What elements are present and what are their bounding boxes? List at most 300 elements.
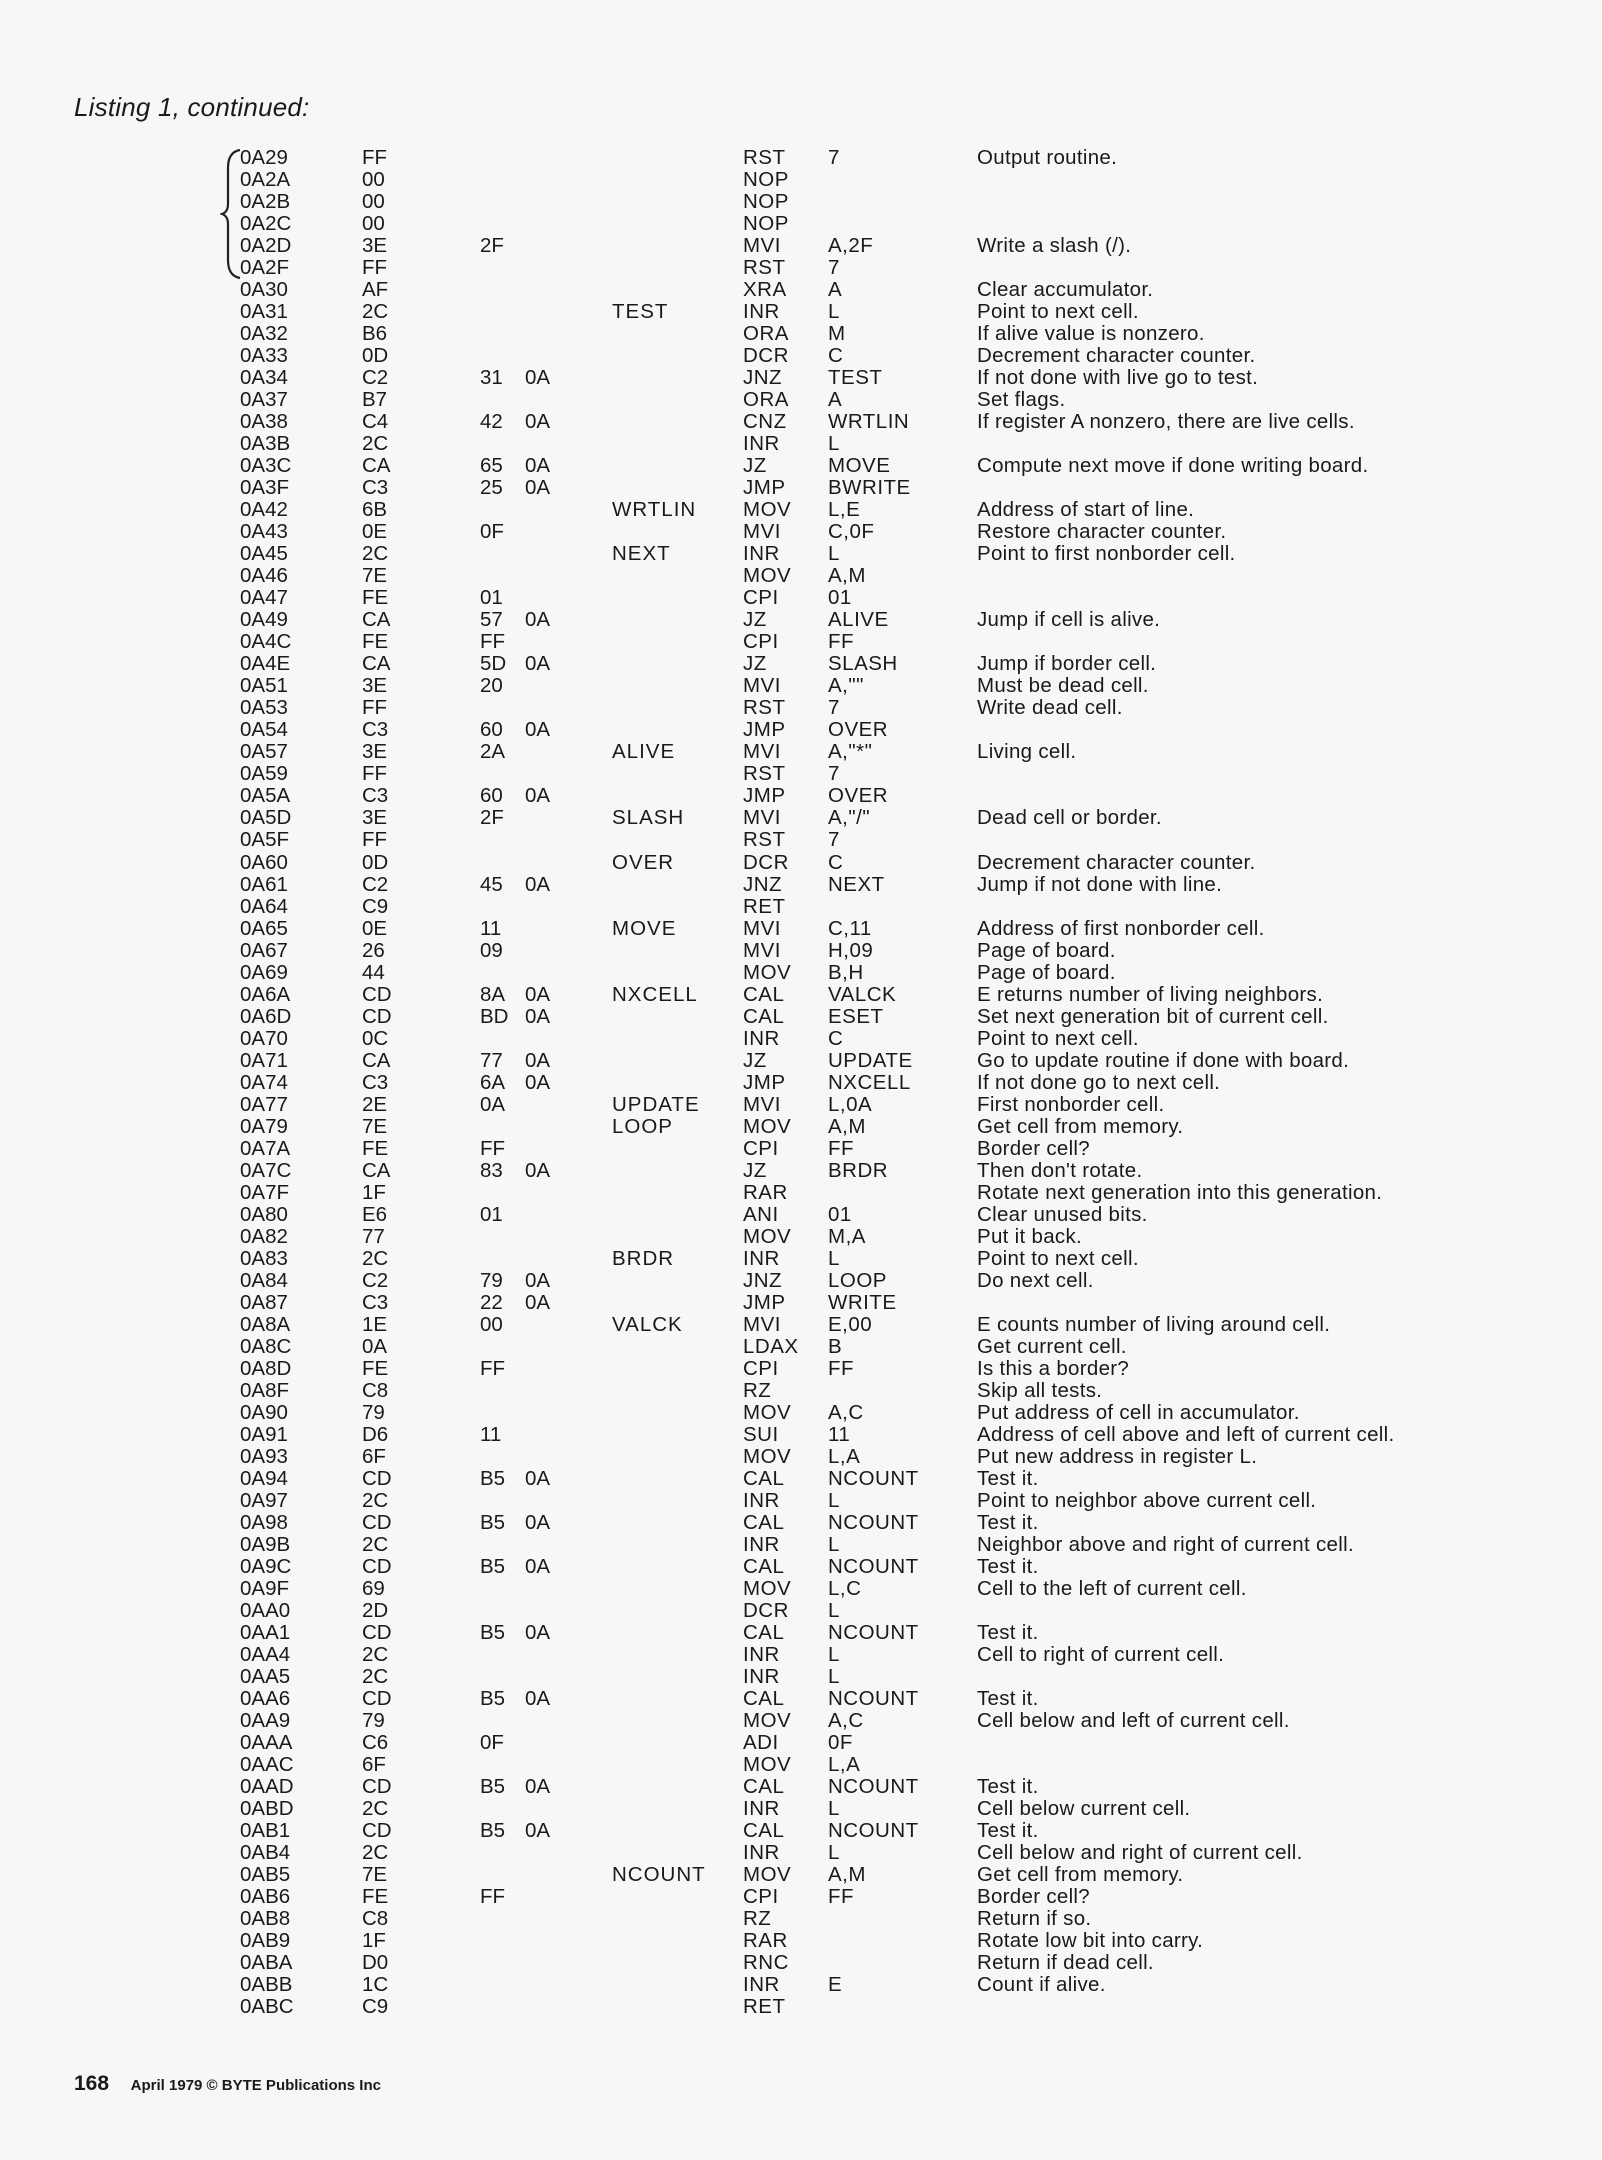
- label-cell: VALCK: [612, 1312, 683, 1336]
- listing-row: [0, 389, 1602, 411]
- comment-cell: Page of board.: [977, 960, 1116, 984]
- label-cell: ALIVE: [612, 740, 676, 764]
- operand-cell: BWRITE: [828, 476, 911, 500]
- opcode-cell: C3: [362, 718, 389, 742]
- address-cell: 0A2A: [240, 168, 291, 192]
- comment-cell: Put it back.: [977, 1224, 1083, 1248]
- address-cell: 0A5D: [240, 806, 292, 830]
- mnemonic-cell: XRA: [743, 278, 787, 302]
- listing-row: [0, 962, 1602, 984]
- address-cell: 0A64: [240, 894, 288, 918]
- mnemonic-cell: CAL: [743, 1819, 785, 1843]
- byte1-cell: 2A: [480, 740, 506, 764]
- operand-cell: B: [828, 1334, 843, 1358]
- comment-cell: Jump if border cell.: [977, 652, 1157, 676]
- byte1-cell: FF: [480, 1356, 506, 1380]
- opcode-cell: B7: [362, 388, 388, 412]
- mnemonic-cell: INR: [743, 1665, 780, 1689]
- opcode-cell: CA: [362, 454, 391, 478]
- opcode-cell: FE: [362, 1136, 389, 1160]
- byte1-cell: 6A: [480, 1070, 506, 1094]
- comment-cell: Address of first nonborder cell.: [977, 916, 1265, 940]
- comment-cell: Set flags.: [977, 388, 1066, 412]
- address-cell: 0AB9: [240, 1929, 291, 1953]
- byte1-cell: FF: [480, 1885, 506, 1909]
- address-cell: 0A5F: [240, 828, 289, 852]
- operand-cell: A,C: [828, 1400, 864, 1424]
- opcode-cell: CD: [362, 1775, 392, 1799]
- opcode-cell: CA: [362, 652, 391, 676]
- address-cell: 0AA4: [240, 1643, 291, 1667]
- address-cell: 0A60: [240, 850, 288, 874]
- mnemonic-cell: MVI: [743, 806, 781, 830]
- operand-cell: C,0F: [828, 520, 875, 544]
- comment-cell: Clear unused bits.: [977, 1202, 1148, 1226]
- mnemonic-cell: MOV: [743, 1577, 792, 1601]
- opcode-cell: CD: [362, 1466, 392, 1490]
- opcode-cell: CA: [362, 1048, 391, 1072]
- address-cell: 0A46: [240, 564, 288, 588]
- mnemonic-cell: ADI: [743, 1731, 779, 1755]
- comment-cell: Rotate low bit into carry.: [977, 1929, 1204, 1953]
- address-cell: 0A69: [240, 960, 288, 984]
- listing-heading: Listing 1, continued:: [74, 92, 310, 122]
- opcode-cell: 77: [362, 1224, 385, 1248]
- address-cell: 0A34: [240, 366, 288, 390]
- mnemonic-cell: CAL: [743, 1004, 785, 1028]
- operand-cell: E,00: [828, 1312, 873, 1336]
- publication-credit: April 1979 © BYTE Publications Inc: [130, 2077, 381, 2094]
- mnemonic-cell: RST: [743, 696, 786, 720]
- mnemonic-cell: MOV: [743, 960, 792, 984]
- address-cell: 0AAA: [240, 1731, 293, 1755]
- listing-row: [0, 543, 1602, 565]
- byte1-cell: 0F: [480, 520, 504, 544]
- listing-row: [0, 455, 1602, 477]
- address-cell: 0A37: [240, 388, 288, 412]
- byte1-cell: 01: [480, 1202, 503, 1226]
- opcode-cell: FF: [362, 256, 388, 280]
- opcode-cell: FE: [362, 630, 389, 654]
- mnemonic-cell: MVI: [743, 938, 781, 962]
- opcode-cell: 79: [362, 1709, 385, 1733]
- assembly-listing: [0, 147, 1602, 2018]
- byte2-cell: 0A: [525, 1268, 551, 1292]
- address-cell: 0A43: [240, 520, 288, 544]
- mnemonic-cell: JZ: [743, 1048, 767, 1072]
- mnemonic-cell: JNZ: [743, 872, 783, 896]
- opcode-cell: C3: [362, 476, 389, 500]
- comment-cell: Border cell?: [977, 1136, 1090, 1160]
- byte2-cell: 0A: [525, 1004, 551, 1028]
- address-cell: 0A98: [240, 1510, 288, 1534]
- address-cell: 0A9C: [240, 1555, 292, 1578]
- mnemonic-cell: CNZ: [743, 410, 787, 434]
- mnemonic-cell: CAL: [743, 1687, 785, 1711]
- listing-row: [0, 1996, 1602, 2018]
- address-cell: 0A79: [240, 1114, 288, 1138]
- byte1-cell: 0F: [480, 1731, 504, 1755]
- opcode-cell: C8: [362, 1907, 389, 1931]
- operand-cell: C: [828, 850, 844, 874]
- comment-cell: Count if alive.: [977, 1973, 1106, 1997]
- opcode-cell: B6: [362, 322, 388, 346]
- operand-cell: NCOUNT: [828, 1555, 919, 1578]
- byte1-cell: 11: [480, 916, 502, 940]
- mnemonic-cell: DCR: [743, 1599, 789, 1623]
- mnemonic-cell: JZ: [743, 1158, 767, 1182]
- listing-row: [0, 279, 1602, 301]
- mnemonic-cell: RZ: [743, 1907, 772, 1931]
- address-cell: 0A2C: [240, 212, 292, 236]
- byte1-cell: 79: [480, 1268, 503, 1292]
- listing-row: [0, 1094, 1602, 1116]
- byte1-cell: 83: [480, 1158, 503, 1182]
- mnemonic-cell: CAL: [743, 982, 785, 1006]
- byte1-cell: 09: [480, 938, 503, 962]
- comment-cell: Point to neighbor above current cell.: [977, 1488, 1317, 1512]
- mnemonic-cell: RST: [743, 256, 786, 280]
- opcode-cell: 2C: [362, 1488, 389, 1512]
- opcode-cell: 2C: [362, 542, 389, 566]
- comment-cell: Jump if cell is alive.: [977, 608, 1161, 632]
- operand-cell: L: [828, 1532, 840, 1556]
- opcode-cell: CD: [362, 982, 392, 1006]
- address-cell: 0A45: [240, 542, 288, 566]
- operand-cell: C: [828, 1026, 844, 1050]
- mnemonic-cell: RAR: [743, 1180, 788, 1204]
- mnemonic-cell: INR: [743, 1643, 780, 1667]
- mnemonic-cell: RST: [743, 146, 786, 169]
- comment-cell: Do next cell.: [977, 1268, 1094, 1292]
- listing-row: [0, 1050, 1602, 1072]
- comment-cell: Get current cell.: [977, 1334, 1127, 1358]
- address-cell: 0AAD: [240, 1775, 294, 1799]
- mnemonic-cell: JMP: [743, 1290, 786, 1314]
- opcode-cell: 7E: [362, 1863, 388, 1887]
- listing-row: [0, 1424, 1602, 1446]
- address-cell: 0AA5: [240, 1665, 291, 1689]
- listing-row: [0, 1226, 1602, 1248]
- operand-cell: B,H: [828, 960, 864, 984]
- comment-cell: Point to next cell.: [977, 1246, 1139, 1270]
- label-cell: TEST: [612, 300, 669, 324]
- comment-cell: Living cell.: [977, 740, 1077, 764]
- address-cell: 0AA9: [240, 1709, 291, 1733]
- operand-cell: NCOUNT: [828, 1775, 919, 1799]
- comment-cell: Test it.: [977, 1775, 1039, 1799]
- operand-cell: 7: [828, 828, 840, 852]
- mnemonic-cell: SUI: [743, 1422, 779, 1446]
- byte1-cell: 25: [480, 476, 503, 500]
- listing-row: [0, 213, 1602, 235]
- mnemonic-cell: CAL: [743, 1466, 785, 1490]
- mnemonic-cell: MVI: [743, 740, 781, 764]
- operand-cell: FF: [828, 1136, 855, 1160]
- comment-cell: Set next generation bit of current cell.: [977, 1004, 1329, 1028]
- address-cell: 0A90: [240, 1400, 288, 1424]
- listing-row: [0, 1160, 1602, 1182]
- comment-cell: Neighbor above and right of current cell.: [977, 1532, 1354, 1556]
- byte1-cell: 22: [480, 1290, 503, 1314]
- address-cell: 0ABD: [240, 1797, 294, 1821]
- opcode-cell: 0A: [362, 1334, 388, 1358]
- byte2-cell: 0A: [525, 784, 551, 808]
- opcode-cell: 7E: [362, 564, 388, 588]
- byte1-cell: B5: [480, 1687, 506, 1711]
- operand-cell: NXCELL: [828, 1070, 911, 1094]
- opcode-cell: 2C: [362, 1643, 389, 1667]
- operand-cell: L: [828, 1488, 840, 1512]
- listing-row: [0, 191, 1602, 213]
- mnemonic-cell: CAL: [743, 1555, 785, 1578]
- operand-cell: A,M: [828, 564, 866, 588]
- mnemonic-cell: MVI: [743, 520, 781, 544]
- address-cell: 0A8A: [240, 1312, 291, 1336]
- listing-row: [0, 1732, 1602, 1754]
- comment-cell: First nonborder cell.: [977, 1092, 1165, 1116]
- address-cell: 0A6D: [240, 1004, 292, 1028]
- address-cell: 0A57: [240, 740, 288, 764]
- byte1-cell: 60: [480, 718, 503, 742]
- opcode-cell: 3E: [362, 806, 388, 830]
- listing-row: [0, 1798, 1602, 1820]
- mnemonic-cell: CAL: [743, 1775, 785, 1799]
- mnemonic-cell: CAL: [743, 1621, 785, 1645]
- opcode-cell: 2D: [362, 1599, 389, 1623]
- address-cell: 0A59: [240, 762, 288, 786]
- operand-cell: L: [828, 1665, 840, 1689]
- comment-cell: E counts number of living around cell.: [977, 1312, 1331, 1336]
- address-cell: 0A74: [240, 1070, 288, 1094]
- listing-row: [0, 1842, 1602, 1864]
- label-cell: UPDATE: [612, 1092, 700, 1116]
- byte2-cell: 0A: [525, 718, 551, 742]
- listing-row: [0, 1930, 1602, 1952]
- listing-row: [0, 1534, 1602, 1556]
- opcode-cell: CD: [362, 1621, 392, 1645]
- opcode-cell: C3: [362, 1070, 389, 1094]
- address-cell: 0A51: [240, 674, 288, 698]
- label-cell: WRTLIN: [612, 498, 697, 522]
- opcode-cell: C9: [362, 1995, 389, 2019]
- mnemonic-cell: MOV: [743, 498, 792, 522]
- opcode-cell: CD: [362, 1510, 392, 1534]
- mnemonic-cell: LDAX: [743, 1334, 799, 1358]
- address-cell: 0A7C: [240, 1158, 292, 1182]
- mnemonic-cell: INR: [743, 300, 780, 324]
- operand-cell: WRITE: [828, 1290, 897, 1314]
- comment-cell: Point to first nonborder cell.: [977, 542, 1236, 566]
- byte2-cell: 0A: [525, 1819, 551, 1843]
- mnemonic-cell: ORA: [743, 388, 789, 412]
- opcode-cell: 2C: [362, 1841, 389, 1865]
- operand-cell: BRDR: [828, 1158, 889, 1182]
- mnemonic-cell: RAR: [743, 1929, 788, 1953]
- mnemonic-cell: JMP: [743, 784, 786, 808]
- operand-cell: A,2F: [828, 234, 874, 258]
- comment-cell: Then don't rotate.: [977, 1158, 1143, 1182]
- comment-cell: Cell below and right of current cell.: [977, 1841, 1303, 1865]
- byte1-cell: 5D: [480, 652, 507, 676]
- listing-row: [0, 763, 1602, 785]
- opcode-cell: 0E: [362, 916, 388, 940]
- byte1-cell: 8A: [480, 982, 506, 1006]
- mnemonic-cell: INR: [743, 432, 780, 456]
- label-cell: SLASH: [612, 806, 685, 830]
- opcode-cell: FF: [362, 828, 388, 852]
- address-cell: 0A3B: [240, 432, 291, 456]
- listing-row: [0, 984, 1602, 1006]
- address-cell: 0A2F: [240, 256, 289, 280]
- operand-cell: TEST: [828, 366, 883, 390]
- opcode-cell: 2C: [362, 1532, 389, 1556]
- listing-row: [0, 918, 1602, 940]
- listing-row: [0, 1974, 1602, 1996]
- listing-row: [0, 565, 1602, 587]
- comment-cell: Return if dead cell.: [977, 1951, 1154, 1975]
- operand-cell: SLASH: [828, 652, 898, 676]
- opcode-cell: 0E: [362, 520, 388, 544]
- listing-row: [0, 1292, 1602, 1314]
- comment-cell: Dead cell or border.: [977, 806, 1162, 830]
- address-cell: 0ABC: [240, 1995, 294, 2019]
- address-cell: 0A67: [240, 938, 288, 962]
- comment-cell: Write a slash (/).: [977, 234, 1132, 258]
- operand-cell: MOVE: [828, 454, 891, 478]
- operand-cell: NCOUNT: [828, 1510, 919, 1534]
- comment-cell: Decrement character counter.: [977, 344, 1256, 368]
- listing-row: [0, 1688, 1602, 1710]
- byte1-cell: 20: [480, 674, 503, 698]
- mnemonic-cell: INR: [743, 1488, 780, 1512]
- operand-cell: 01: [828, 1202, 852, 1226]
- mnemonic-cell: RNC: [743, 1951, 789, 1975]
- label-cell: BRDR: [612, 1246, 675, 1270]
- operand-cell: 01: [828, 586, 852, 610]
- mnemonic-cell: MOV: [743, 1114, 792, 1138]
- operand-cell: LOOP: [828, 1268, 887, 1292]
- opcode-cell: D0: [362, 1951, 389, 1975]
- byte1-cell: BD: [480, 1004, 509, 1028]
- label-cell: LOOP: [612, 1114, 673, 1138]
- comment-cell: If not done with live go to test.: [977, 366, 1259, 390]
- mnemonic-cell: ORA: [743, 322, 789, 346]
- listing-row: [0, 1512, 1602, 1534]
- mnemonic-cell: NOP: [743, 168, 789, 192]
- operand-cell: ALIVE: [828, 608, 889, 632]
- address-cell: 0A4C: [240, 630, 292, 654]
- listing-row: [0, 345, 1602, 367]
- mnemonic-cell: INR: [743, 1973, 780, 1997]
- address-cell: 0A31: [240, 300, 288, 324]
- opcode-cell: 6B: [362, 498, 388, 522]
- operand-cell: L: [828, 1797, 840, 1821]
- mnemonic-cell: MOV: [743, 1400, 792, 1424]
- comment-cell: If not done go to next cell.: [977, 1070, 1221, 1094]
- comment-cell: Is this a border?: [977, 1356, 1130, 1380]
- opcode-cell: C3: [362, 784, 389, 808]
- listing-row: [0, 653, 1602, 675]
- opcode-cell: 1C: [362, 1973, 389, 1997]
- label-cell: OVER: [612, 850, 675, 874]
- byte1-cell: 01: [480, 586, 503, 610]
- byte1-cell: 00: [480, 1312, 503, 1336]
- operand-cell: A,M: [828, 1114, 866, 1138]
- byte1-cell: B5: [480, 1510, 506, 1534]
- address-cell: 0A7A: [240, 1136, 291, 1160]
- comment-cell: Cell to the left of current cell.: [977, 1577, 1247, 1601]
- operand-cell: L: [828, 1599, 840, 1623]
- byte1-cell: FF: [480, 630, 506, 654]
- listing-row: [0, 1600, 1602, 1622]
- comment-cell: Test it.: [977, 1621, 1039, 1645]
- byte2-cell: 0A: [525, 1687, 551, 1711]
- mnemonic-cell: MOV: [743, 1709, 792, 1733]
- address-cell: 0A71: [240, 1048, 288, 1072]
- mnemonic-cell: MVI: [743, 234, 781, 258]
- listing-row: [0, 896, 1602, 918]
- listing-row: [0, 1402, 1602, 1424]
- operand-cell: FF: [828, 1356, 855, 1380]
- comment-cell: Get cell from memory.: [977, 1114, 1184, 1138]
- comment-cell: Border cell?: [977, 1885, 1090, 1909]
- opcode-cell: 2C: [362, 1246, 389, 1270]
- comment-cell: Put new address in register L.: [977, 1444, 1258, 1468]
- mnemonic-cell: CAL: [743, 1510, 785, 1534]
- mnemonic-cell: NOP: [743, 212, 789, 236]
- opcode-cell: 2C: [362, 300, 389, 324]
- comment-cell: Point to next cell.: [977, 300, 1139, 324]
- operand-cell: C: [828, 344, 844, 368]
- byte1-cell: 2F: [480, 806, 504, 830]
- mnemonic-cell: CPI: [743, 1885, 779, 1909]
- address-cell: 0AA1: [240, 1621, 291, 1645]
- opcode-cell: C6: [362, 1731, 389, 1755]
- address-cell: 0A49: [240, 608, 288, 632]
- opcode-cell: 0D: [362, 344, 389, 368]
- operand-cell: L: [828, 1246, 840, 1270]
- mnemonic-cell: MVI: [743, 1092, 781, 1116]
- page-footer: [74, 2072, 381, 2096]
- opcode-cell: FF: [362, 146, 388, 169]
- opcode-cell: 00: [362, 190, 385, 214]
- comment-cell: Cell below and left of current cell.: [977, 1709, 1290, 1733]
- operand-cell: 7: [828, 146, 840, 169]
- listing-row: [0, 1710, 1602, 1732]
- listing-row: [0, 169, 1602, 191]
- byte2-cell: 0A: [525, 1621, 551, 1645]
- comment-cell: Jump if not done with line.: [977, 872, 1223, 896]
- comment-cell: Test it.: [977, 1687, 1039, 1711]
- mnemonic-cell: RZ: [743, 1378, 772, 1402]
- comment-cell: Put address of cell in accumulator.: [977, 1400, 1300, 1424]
- byte1-cell: 65: [480, 454, 503, 478]
- page-number: 168: [74, 2072, 110, 2095]
- mnemonic-cell: JMP: [743, 718, 786, 742]
- mnemonic-cell: MVI: [743, 674, 781, 698]
- mnemonic-cell: INR: [743, 1532, 780, 1556]
- listing-row: [0, 1578, 1602, 1600]
- listing-row: [0, 1006, 1602, 1028]
- comment-cell: Write dead cell.: [977, 696, 1123, 720]
- opcode-cell: 2C: [362, 1797, 389, 1821]
- operand-cell: L,A: [828, 1753, 861, 1777]
- address-cell: 0A9F: [240, 1577, 289, 1601]
- mnemonic-cell: CPI: [743, 586, 779, 610]
- address-cell: 0A83: [240, 1246, 288, 1270]
- listing-row: [0, 411, 1602, 433]
